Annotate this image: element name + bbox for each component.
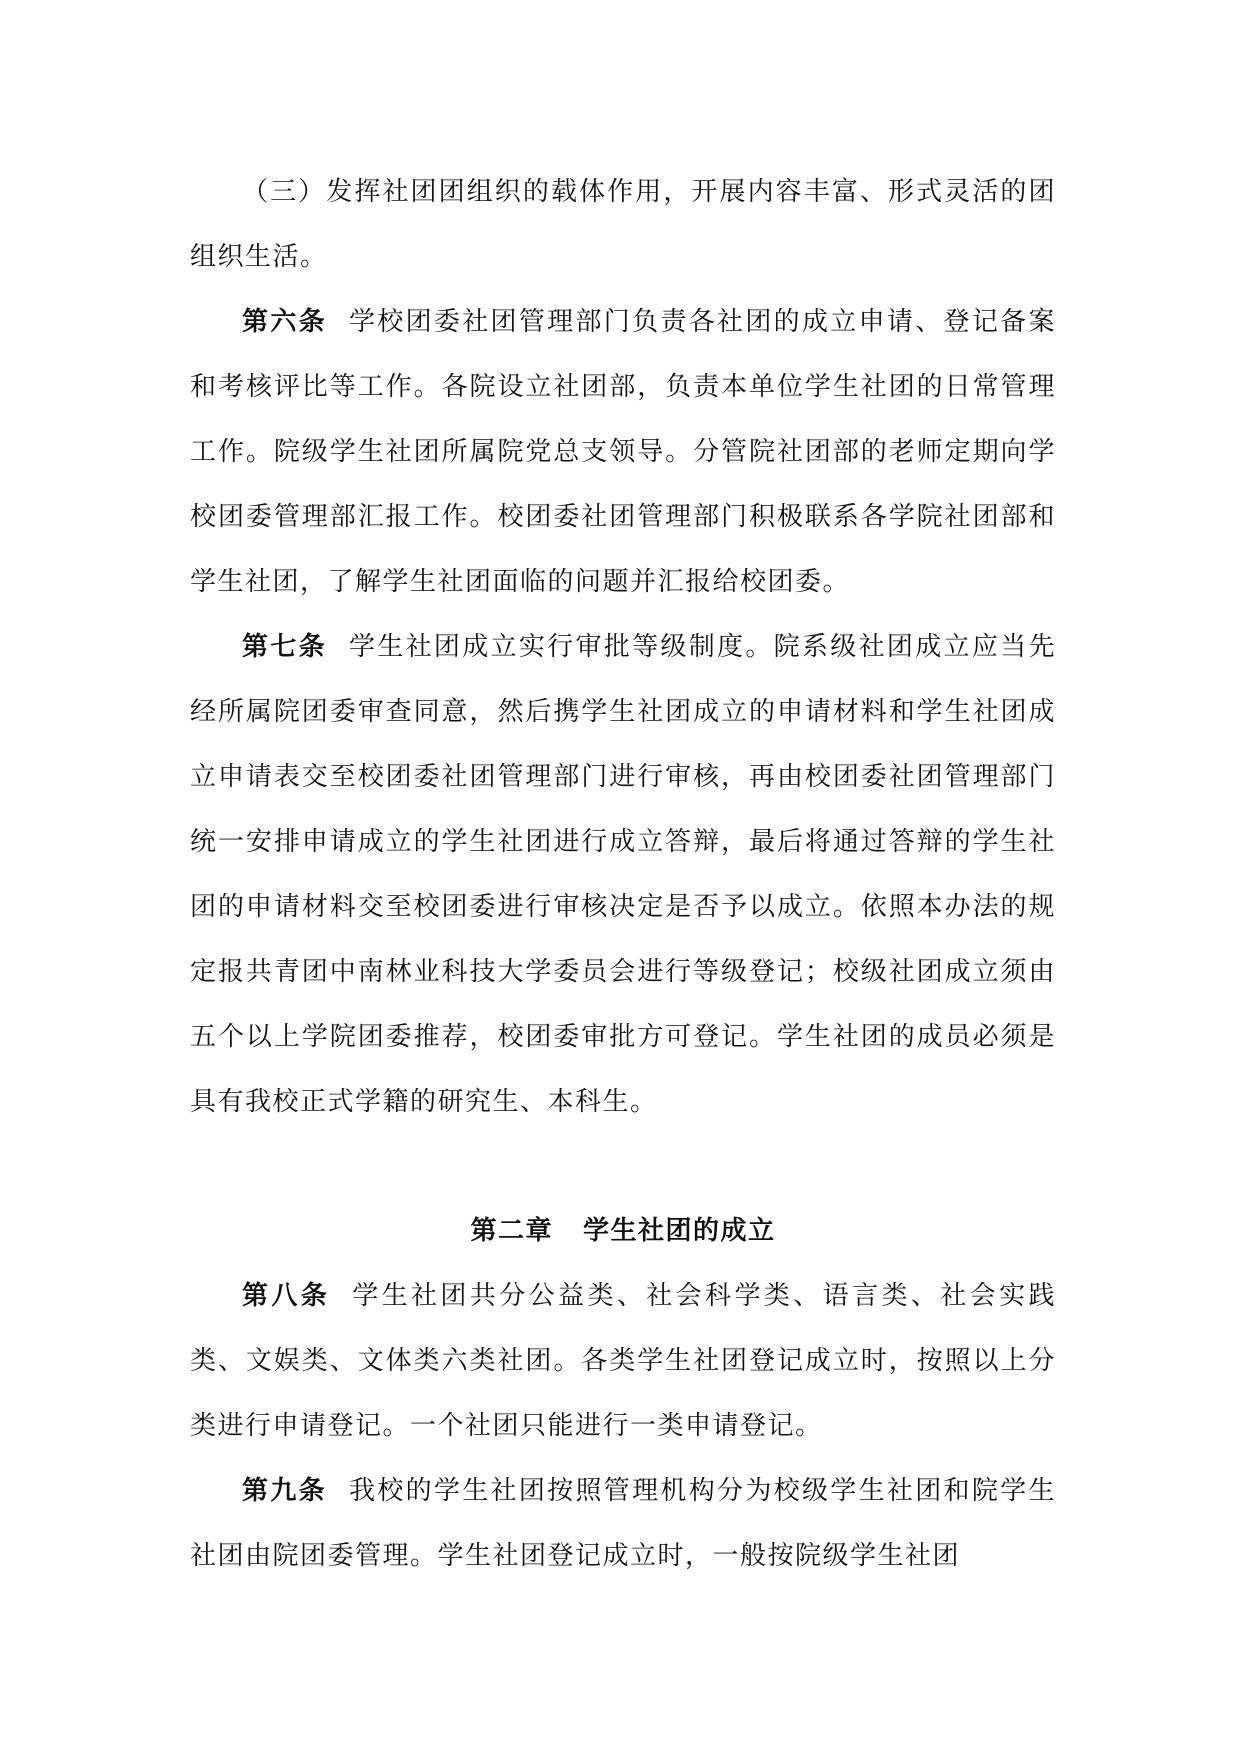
paragraph-intro: （三）发挥社团团组织的载体作用，开展内容丰富、形式灵活的团组织生活。 — [190, 177, 1056, 272]
article-7-text: 学生社团成立实行审批等级制度。院系级社团成立应当先经所属院团委审查同意，然后携学生社团成立的申请材料和学生社团成立申请表交至校团委社团管理部门进行审核，再由校团委社团管理部门统一安排申请成立的学生社团进行成立答辩，最后将通过答辩的学生社团的申请材料交至校团委进行审核决定是否予以成立。依照本办法的规定报共青团中南林业科技大学委员会进行等级登记；校级社团成立须由五个以上学院团委推荐，校团委审批方可登记。学生社团的成员必须是具有我校正式学籍的研究生、本科生。 — [190, 632, 1056, 1117]
article-7 — [190, 615, 1056, 1135]
article-9-text: 我校的学生社团按照管理机构分为校级学生社团和院学生社团由院团委管理。学生社团登记成立时，一般按院级学生社团 — [190, 1476, 1056, 1571]
article-8 — [190, 1264, 1056, 1459]
article-9-label: 第九条 — [242, 1476, 327, 1506]
article-9 — [190, 1459, 1056, 1589]
chapter-2-heading — [190, 1199, 1056, 1264]
article-6 — [190, 290, 1056, 615]
article-7-label: 第七条 — [242, 632, 327, 662]
article-8-text: 学生社团共分公益类、社会科学类、语言类、社会实践类、文娱类、文体类六类社团。各类学生社团登记成立时，按照以上分类进行申请登记。一个社团只能进行一类申请登记。 — [190, 1281, 1056, 1441]
chapter-2-number: 第二章 — [470, 1216, 553, 1246]
chapter-2-title: 学生社团的成立 — [583, 1216, 776, 1246]
document-page — [190, 160, 1056, 1589]
article-6-label: 第六条 — [242, 307, 327, 337]
article-8-label: 第八条 — [242, 1281, 331, 1311]
article-6-text: 学校团委社团管理部门负责各社团的成立申请、登记备案和考核评比等工作。各院设立社团部，负责本单位学生社团的日常管理工作。院级学生社团所属院党总支领导。分管院社团部的老师定期向学校团委管理部汇报工作。校团委社团管理部门积极联系各学院社团部和学生社团，了解学生社团面临的问题并汇报给校团委。 — [190, 307, 1056, 597]
